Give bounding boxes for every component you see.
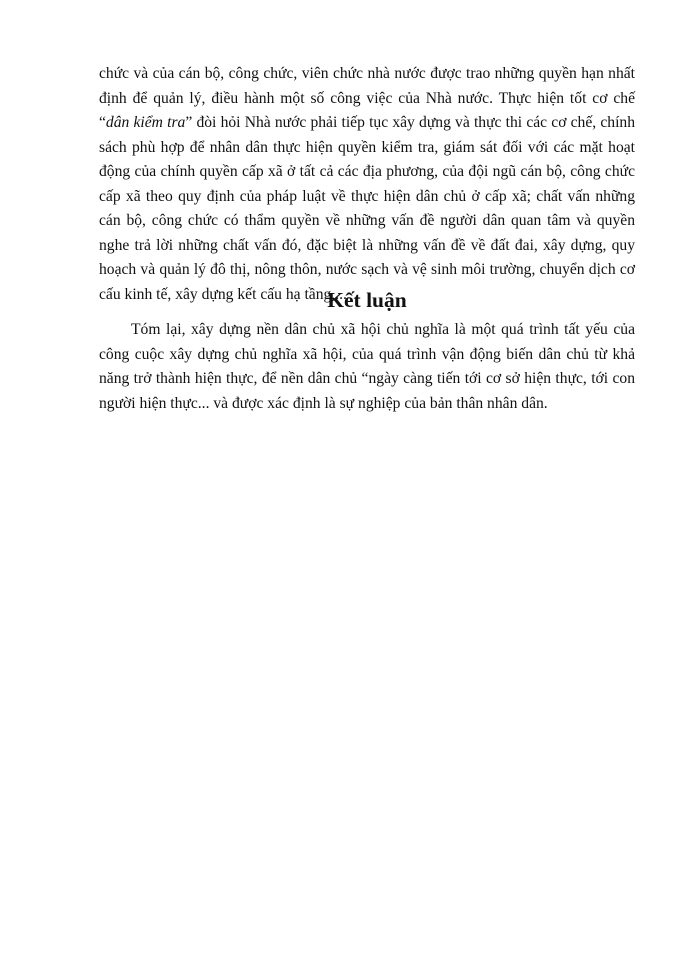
body-paragraph-2: Tóm lại, xây dựng nền dân chủ xã hội chủ nghĩa là một quá trình tất yếu của công cuộc xây dựng chủ nghĩa xã hội, của quá trình vận động biến dân chủ từ khả năng trở thành hiện thực, để nền dân chủ “ngày càng tiến tới cơ sở hiện thực, tới con người hiện thực... và được xác định là sự nghiệp của bản thân nhân dân. [99, 321, 635, 412]
paragraph-1-text-end: ” đòi hỏi Nhà nước phải tiếp tục xây dựng và thực thi các cơ chế, chính sách phù hợp để nhân dân thực hiện quyền kiểm tra, giám sát đối với các mặt hoạt động của chính quyền cấp xã ở tất cả các địa phương, của đội ngũ cán bộ, công chức cấp xã theo quy định của pháp luật về thực hiện dân chủ ở cấp xã; chất vấn những cán bộ, công chức có thẩm quyền về những vấn đề người dân quan tâm và quyền nghe trả lời những chất vấn đó, đặc biệt là những vấn đề về đất đai, xây dựng, quy hoạch và quản lý đô thị, nông thôn, nước sạch và vệ sinh môi trường, chuyển dịch cơ cấu kinh tế, xây dựng kết cấu hạ tầng,... [99, 114, 636, 303]
body-paragraph-1 [99, 62, 635, 307]
paragraph-1-italic-term: dân kiểm tra [105, 114, 186, 131]
section-heading: Kết luận [327, 288, 407, 312]
paragraph-1-text-start: chức và của cán bộ, công chức, viên chức nhà nước được trao những quyền hạn nhất định để quản lý, điều hành một số công việc của Nhà nước. Thực hiện tốt cơ chế “ [99, 65, 635, 131]
